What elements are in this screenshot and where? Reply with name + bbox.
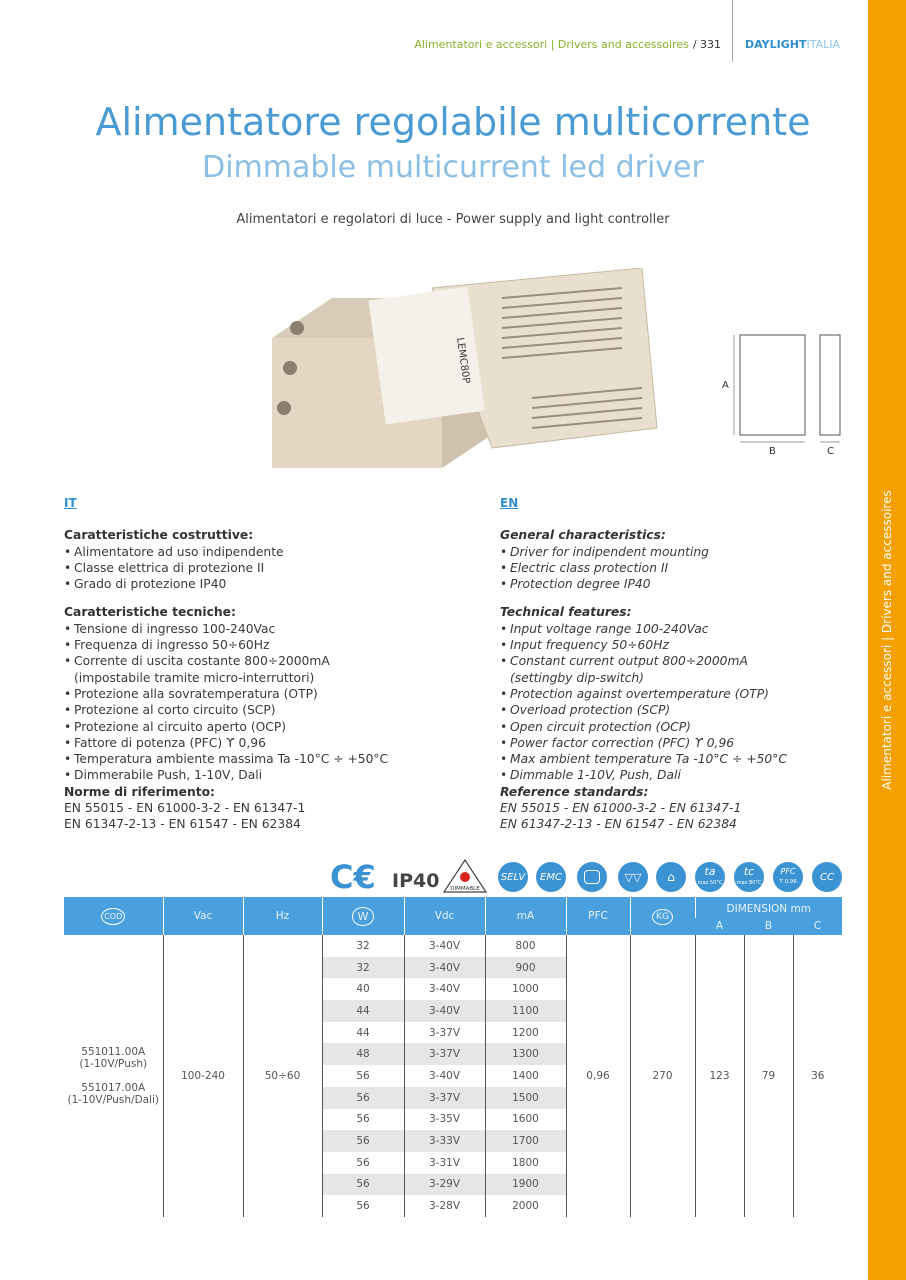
hz-value: 50÷60	[243, 935, 322, 1217]
page-title: Alimentatore regolabile multicorrente	[95, 100, 811, 144]
ma-cell: 1200	[485, 1022, 566, 1044]
product-codes: 551011.00A (1-10V/Push) 551017.00A (1-10V/Push/Dali)	[67, 1045, 160, 1106]
col-header-pfc: PFC	[566, 897, 630, 935]
page-number: / 331	[692, 38, 722, 51]
vdc-cell: 3-40V	[404, 957, 485, 979]
vdc-cell: 3-31V	[404, 1152, 485, 1174]
list-item: • Max ambient temperature Ta -10°C ÷ +50°C	[500, 751, 850, 767]
watt-cell: 48	[322, 1043, 404, 1065]
dim-b-value: 79	[744, 935, 793, 1217]
watt-cell: 44	[322, 1022, 404, 1044]
watt-cell: 32	[322, 957, 404, 979]
col-header-b: B	[744, 918, 793, 935]
vdc-cell: 3-29V	[404, 1174, 485, 1196]
ma-cell: 1400	[485, 1065, 566, 1087]
col-header-cod: COD	[64, 897, 163, 935]
construction-title: Caratteristiche costruttive:	[64, 528, 254, 543]
watt-cell: 56	[322, 1065, 404, 1087]
lang-label-it: IT	[64, 496, 77, 510]
selv-icon: SELV	[498, 862, 528, 892]
ta-icon: ta max 50°C	[695, 862, 725, 892]
ma-cell: 1100	[485, 1000, 566, 1022]
ma-cell: 1900	[485, 1174, 566, 1196]
english-specs	[500, 495, 850, 833]
list-item: • Dimmerabile Push, 1-10V, Dali	[64, 767, 464, 783]
list-item: • Classe elettrica di protezione II	[64, 560, 464, 576]
svg-text:LEMC80P: LEMC80P	[454, 336, 472, 385]
svg-text:B: B	[769, 446, 776, 457]
list-item: • Protezione alla sovratemperatura (OTP)	[64, 686, 464, 702]
list-item: • Power factor correction (PFC) ϒ 0,96	[500, 735, 850, 751]
col-header-vdc: Vdc	[404, 897, 485, 935]
weight-value: 270	[630, 935, 695, 1217]
watt-cell: 56	[322, 1130, 404, 1152]
list-item: • Protection against overtemperature (OTP)	[500, 686, 850, 702]
page-header	[414, 38, 840, 51]
svg-text:A: A	[722, 380, 729, 391]
vdc-cell: 3-37V	[404, 1087, 485, 1109]
col-header-a: A	[695, 918, 744, 935]
ma-cell: 1500	[485, 1087, 566, 1109]
list-item: • Dimmable 1-10V, Push, Dali	[500, 767, 850, 783]
standards-line: EN 55015 - EN 61000-3-2 - EN 61347-1	[64, 801, 306, 816]
side-tab	[868, 0, 906, 1280]
pfc-icon: PFC ϒ 0,96	[773, 862, 803, 892]
list-item: • Alimentatore ad uso indipendente	[64, 544, 464, 560]
col-header-dimension: DIMENSION mm	[695, 897, 842, 918]
dimension-drawing	[720, 330, 850, 460]
list-item: • Overload protection (SCP)	[500, 702, 850, 718]
header-section: Alimentatori e accessori | Drivers and accessoires	[414, 38, 689, 51]
ma-cell: 1600	[485, 1109, 566, 1131]
col-header-c: C	[793, 918, 842, 935]
watt-cell: 56	[322, 1174, 404, 1196]
tagline: Alimentatori e regolatori di luce - Power supply and light controller	[236, 212, 670, 227]
list-item: • Fattore di potenza (PFC) ϒ 0,96	[64, 735, 464, 751]
vdc-cell: 3-37V	[404, 1043, 485, 1065]
svg-text:C: C	[827, 446, 834, 457]
pfc-value: 0,96	[566, 935, 630, 1217]
list-item: • Temperatura ambiente massima Ta -10°C ÷ +50°C	[64, 751, 464, 767]
ma-cell: 1000	[485, 978, 566, 1000]
vdc-cell: 3-40V	[404, 935, 485, 957]
vdc-cell: 3-33V	[404, 1130, 485, 1152]
list-item: • Corrente di uscita costante 800÷2000mA (impostabile tramite micro-interruttori)	[64, 653, 464, 686]
list-item: • Constant current output 800÷2000mA (settingby dip-switch)	[500, 653, 850, 686]
header-divider	[732, 0, 733, 62]
table-row	[64, 935, 842, 957]
ma-cell: 900	[485, 957, 566, 979]
list-item: • Open circuit protection (OCP)	[500, 719, 850, 735]
product-image	[262, 268, 662, 478]
dim-a-value: 123	[695, 935, 744, 1217]
col-header-hz: Hz	[243, 897, 322, 935]
emc-icon: EMC	[536, 862, 566, 892]
vdc-cell: 3-28V	[404, 1195, 485, 1217]
list-item: • Protezione al corto circuito (SCP)	[64, 702, 464, 718]
standards-line: EN 61347-2-13 - EN 61547 - EN 62384	[500, 817, 737, 832]
standards-line: EN 61347-2-13 - EN 61547 - EN 62384	[64, 817, 301, 832]
dimmable-icon	[442, 858, 488, 894]
technical-title: Caratteristiche tecniche:	[64, 605, 236, 620]
watt-cell: 56	[322, 1087, 404, 1109]
italian-specs	[64, 495, 464, 833]
vdc-cell: 3-40V	[404, 1065, 485, 1087]
col-header-watt: W	[322, 897, 404, 935]
watt-cell: 32	[322, 935, 404, 957]
vdc-cell: 3-35V	[404, 1109, 485, 1131]
class-ii-icon	[577, 862, 607, 892]
tc-icon: tc max 80°C	[734, 862, 764, 892]
brand-logo: DAYLIGHTITALIA	[745, 38, 840, 51]
construction-title: General characteristics:	[500, 528, 666, 543]
ma-cell: 1800	[485, 1152, 566, 1174]
list-item: • Protezione al circuito aperto (OCP)	[64, 719, 464, 735]
technical-title: Technical features:	[500, 605, 632, 620]
col-header-weight: KG	[630, 897, 695, 935]
vac-value: 100-240	[163, 935, 243, 1217]
ma-cell: 1300	[485, 1043, 566, 1065]
lang-label-en: EN	[500, 496, 519, 510]
side-tab-label: Alimentatori e accessori | Drivers and accessoires	[880, 490, 894, 790]
ma-cell: 800	[485, 935, 566, 957]
independent-mounting-icon: ⌂	[656, 862, 686, 892]
watt-cell: 44	[322, 1000, 404, 1022]
certification-icons	[330, 858, 845, 896]
svg-text:DIMMABLE: DIMMABLE	[450, 886, 480, 892]
page-subtitle: Dimmable multicurrent led driver	[202, 150, 704, 185]
cc-icon: CC	[812, 862, 842, 892]
ma-cell: 2000	[485, 1195, 566, 1217]
standards-line: EN 55015 - EN 61000-3-2 - EN 61347-1	[500, 801, 742, 816]
list-item: • Electric class protection II	[500, 560, 850, 576]
list-item: • Input voltage range 100-240Vac	[500, 621, 850, 637]
watt-cell: 56	[322, 1152, 404, 1174]
spec-table	[64, 897, 842, 1217]
ce-mark-icon: C€	[330, 858, 376, 896]
vdc-cell: 3-40V	[404, 978, 485, 1000]
watt-cell: 56	[322, 1109, 404, 1131]
list-item: • Driver for indipendent mounting	[500, 544, 850, 560]
ma-cell: 1700	[485, 1130, 566, 1152]
vdc-cell: 3-40V	[404, 1000, 485, 1022]
list-item: • Grado di protezione IP40	[64, 576, 464, 592]
list-item: • Frequenza di ingresso 50÷60Hz	[64, 637, 464, 653]
watt-cell: 56	[322, 1195, 404, 1217]
list-item: • Protection degree IP40	[500, 576, 850, 592]
dim-c-value: 36	[793, 935, 842, 1217]
col-header-vac: Vac	[163, 897, 243, 935]
vdc-cell: 3-37V	[404, 1022, 485, 1044]
standards-title: Reference standards:	[500, 784, 649, 799]
watt-cell: 40	[322, 978, 404, 1000]
list-item: • Input frequency 50÷60Hz	[500, 637, 850, 653]
thermal-protection-icon: ▽▽	[618, 862, 648, 892]
col-header-ma: mA	[485, 897, 566, 935]
ip40-label: IP40	[392, 870, 440, 892]
standards-title: Norme di riferimento:	[64, 784, 215, 799]
list-item: • Tensione di ingresso 100-240Vac	[64, 621, 464, 637]
